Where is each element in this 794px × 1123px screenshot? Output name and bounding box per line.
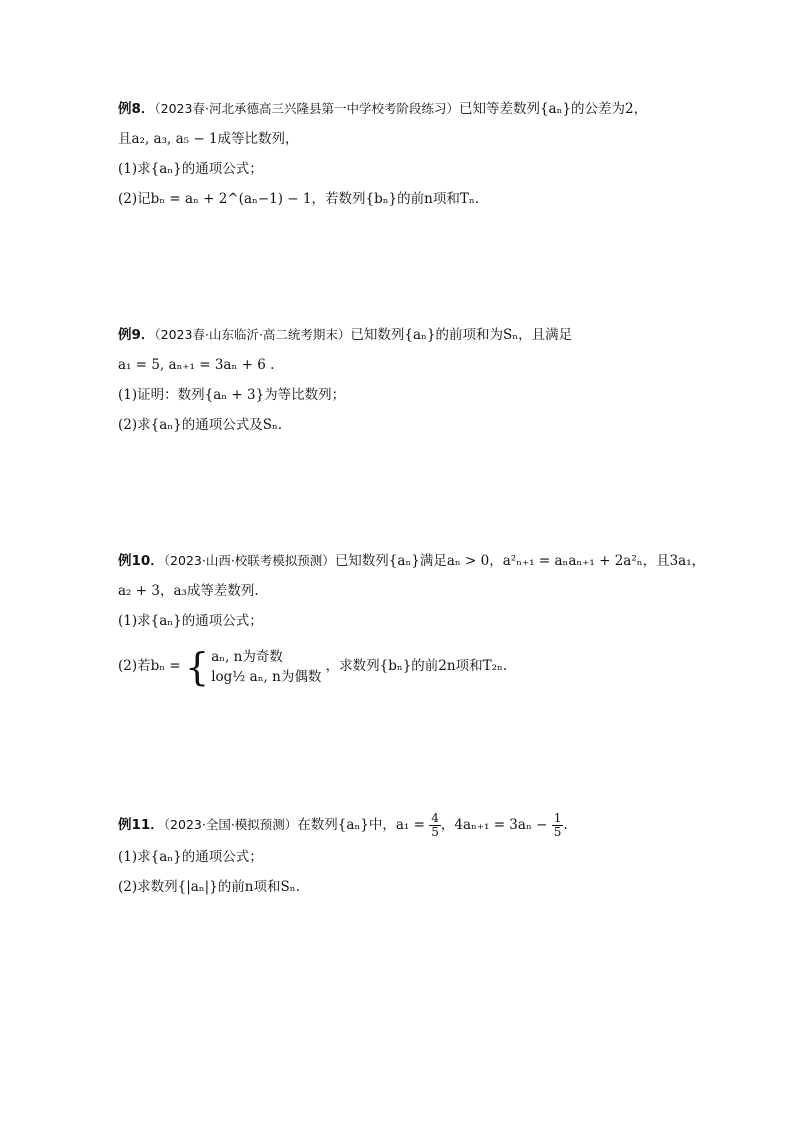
question-1: (1)证明：数列{aₙ + 3}为等比数列； — [118, 387, 346, 403]
problem-source: （2023春·山东临沂·高二统考期末） — [154, 327, 351, 342]
question-2-prefix: (2)若bₙ = — [118, 658, 181, 674]
problem-label: 例10． — [118, 553, 164, 569]
problem-8 — [118, 94, 698, 214]
piecewise-definition — [185, 644, 322, 689]
question-2: (2)记bₙ = aₙ + 2^(aₙ−1) − 1，若数列{bₙ}的前n项和Tₙ. — [118, 191, 479, 207]
problem-label: 例9． — [118, 327, 155, 343]
case-even: log½ aₙ, n为偶数 — [211, 668, 322, 685]
problem-intro-b: ，4aₙ₊₁ = 3aₙ − — [440, 817, 548, 833]
question-2: (2)求数列{|aₙ|}的前n项和Sₙ. — [118, 879, 300, 895]
question-2 — [118, 640, 698, 692]
problem-condition: a₁ = 5, aₙ₊₁ = 3aₙ + 6 . — [118, 357, 275, 373]
problem-8-statement — [118, 94, 698, 124]
problem-source: （2023·山西·校联考模拟预测） — [163, 553, 335, 568]
question-2: (2)求{aₙ}的通项公式及Sₙ. — [118, 417, 283, 433]
problem-11 — [118, 808, 698, 902]
piecewise-cases — [211, 647, 321, 687]
problem-10 — [118, 546, 706, 692]
question-1: (1)求{aₙ}的通项公式； — [118, 613, 263, 629]
problem-10-statement — [118, 546, 706, 576]
problem-condition: 且a₂, a₃, a₅ − 1成等比数列， — [118, 131, 299, 147]
question-2-suffix: ，求数列{bₙ}的前2n项和T₂ₙ. — [325, 658, 508, 674]
case-odd: aₙ, n为奇数 — [211, 648, 283, 665]
fraction-denominator: 5 — [553, 825, 562, 839]
fraction-four-fifths — [429, 812, 441, 839]
problem-source: （2023春·河北承德高三兴隆县第一中学校考阶段练习） — [154, 101, 459, 116]
problem-intro-c: . — [563, 817, 568, 833]
problem-9 — [118, 320, 698, 440]
fraction-denominator: 5 — [431, 825, 439, 839]
problem-intro: 已知等差数列{aₙ}的公差为2， — [458, 101, 648, 117]
problem-intro: 已知数列{aₙ}满足aₙ > 0，a²ₙ₊₁ = aₙaₙ₊₁ + 2a²ₙ，且3a₁， — [334, 553, 706, 569]
left-brace-symbol: { — [185, 644, 210, 689]
problem-label: 例8． — [118, 101, 155, 117]
problem-intro: 已知数列{aₙ}的前项和为Sₙ，且满足 — [350, 327, 573, 343]
fraction-numerator: 1 — [553, 811, 562, 825]
question-1: (1)求{aₙ}的通项公式； — [118, 849, 263, 865]
fraction-numerator: 4 — [431, 811, 439, 825]
question-1: (1)求{aₙ}的通项公式； — [118, 161, 263, 177]
problem-source: （2023·全国·模拟预测） — [163, 817, 298, 832]
problem-9-statement — [118, 320, 698, 350]
fraction-one-fifth — [552, 812, 564, 839]
problem-intro-a: 在数列{aₙ}中，a₁ = — [297, 817, 425, 833]
problem-label: 例11． — [118, 817, 164, 833]
problem-11-statement — [118, 808, 698, 842]
problem-condition: a₂ + 3，a₃成等差数列. — [118, 583, 259, 599]
